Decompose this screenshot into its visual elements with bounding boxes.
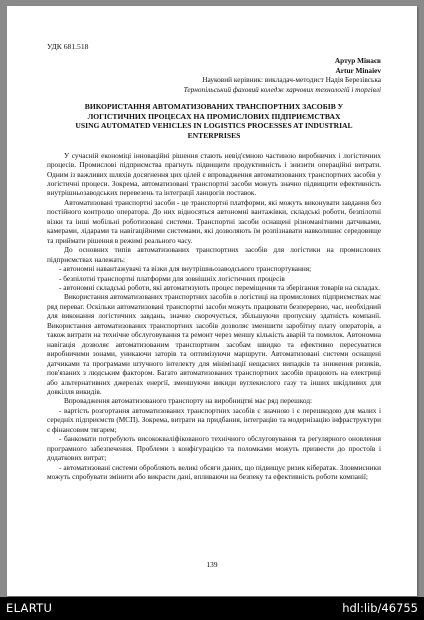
page-content [47, 42, 381, 482]
repository-footer [0, 597, 424, 620]
institution-line: Тернопільський фаховий коледж харчових технологій і торгівлі [183, 84, 381, 94]
title-en-line-2: ENTERPRISES [187, 131, 241, 141]
list-item: - автоматизовані системи обробляють великі обсяги даних, що підвищує ризик кібератак. Зловмисники можуть спробувати змінити або викрасти дані, впливаючи на безпеку та ефективність роботи компанії; [47, 462, 381, 482]
list-item: - безпілотні транспортні платформи для зовнішніх логістичних процесів [59, 273, 285, 283]
paragraph-types-intro: До основних типів автоматизованих транспортних засобів для логістики на промислових підприємствах належать: [47, 245, 381, 264]
title-uk-line-1: ВИКОРИСТАННЯ АВТОМАТИЗОВАНИХ ТРАНСПОРТНИХ ЗАСОБІВ У [84, 102, 344, 112]
author-name-uk: Артур Мінаєв [334, 56, 381, 66]
list-item: - вартість розгортання автоматизованих транспортних засобів є значною і є перешкодою для малих і середніх підприємств (МСП). Зокрема, витрати на придбання, інтеграцію та модернізацію інфраструктури є фінансовим тягарем; [47, 405, 381, 434]
paragraph-advantages: Використання автоматизованих транспортних засобів в логістиці на промислових підприємствах має ряд переваг. Оскільки автоматизовані транспортні засоби можуть працювати безперервно, час, необхідний для виконання логістичних завдань, значно скорочується, збільшуючи пропускну здатність компанії. Використання автоматизованих транспортних засобів дозволяє зменшити заробітну плату операторів, а також витрати на технічне обслуговування та ремонт через меншу кількість аварій та помилок. Автономна навігація дозволяє автоматизованим транспортним засобам швидко та ефективно пересуватися виробничими зонами, уникаючи заторів та оптимізуючи маршрути. Автоматизовані системи оснащені датчиками та програмами штучного інтелекту для мінімізації нещасних випадків та зниження ризиків, пов'язаних з людським фактором. Багато автоматизованих транспортних засобів працюють на електриці або альтернативних джерелах енергії, зменшуючи викиди вуглекислого газу та інших шкідливих для довкілля викидів. [47, 292, 381, 396]
article-title [47, 102, 381, 140]
author-name-en: Artur Minaiev [335, 65, 381, 75]
list-item: - автономні складські роботи, які автоматизують процес переміщення та зберігання товарів на складах. [59, 282, 380, 292]
paragraph-obstacles-intro: Впровадження автоматизованого транспорту на виробництві має ряд перешкод: [64, 396, 313, 406]
udc-code: УДК 681.518 [47, 42, 89, 51]
document-page [7, 6, 417, 596]
list-item: - банкомати потребують висококваліфікованого технічного обслуговування та регулярного оновлення програмного забезпечення. Проблеми з конфігурацією та поломками можуть призвести до простоїв і додаткових витрат; [47, 434, 381, 463]
handle-identifier: hdl:lib/46755 [342, 601, 418, 615]
paragraph-intro: У сучасній економіці інноваційні рішення стають невід'ємною частиною виробничих і логістичних процесів. Промислові підприємства прагнуть підвищити продуктивність і знизити операційні витрати. Одним із важливих шляхів досягнення цих цілей є впровадження автоматизованих транспортних засобів у логістичні процеси. Зокрема, автоматизовані транспортні засоби можуть значно підвищити ефективність внутрішньозаводських перевезень та інтеграції ланцюгів поставок. [47, 150, 381, 198]
title-en-line-1: USING AUTOMATED VEHICLES IN LOGISTICS PROCESSES AT INDUSTRIAL [75, 121, 353, 131]
supervisor-line: Науковий керівник: викладач-методист Надія Березівська [202, 75, 381, 85]
page-number: 139 [206, 560, 218, 569]
list-item: - автономні навантажувачі та візки для внутрішньозаводського транспортування; [59, 264, 312, 274]
title-uk-line-2: ЛОГІСТИЧНИХ ПРОЦЕСАХ НА ПРОМИСЛОВИХ ПІДПРИЄМСТВАХ [87, 111, 341, 121]
paragraph-definition: Автоматизовані транспортні засоби - це транспортні платформи, які можуть виконувати завдання без постійного контролю оператора. До них відносяться автономні вантажівки, складські роботи, безпілотні візки та інші мобільні роботизовані системи. Транспортні засоби оснащені різноманітними датчиками, камерами, лідарами та навігаційними системами, які дозволяють їм розпізнавати навколишнє середовище та приймати рішення в режимі реального часу. [47, 197, 381, 245]
repository-name: ELARTU [6, 601, 53, 615]
